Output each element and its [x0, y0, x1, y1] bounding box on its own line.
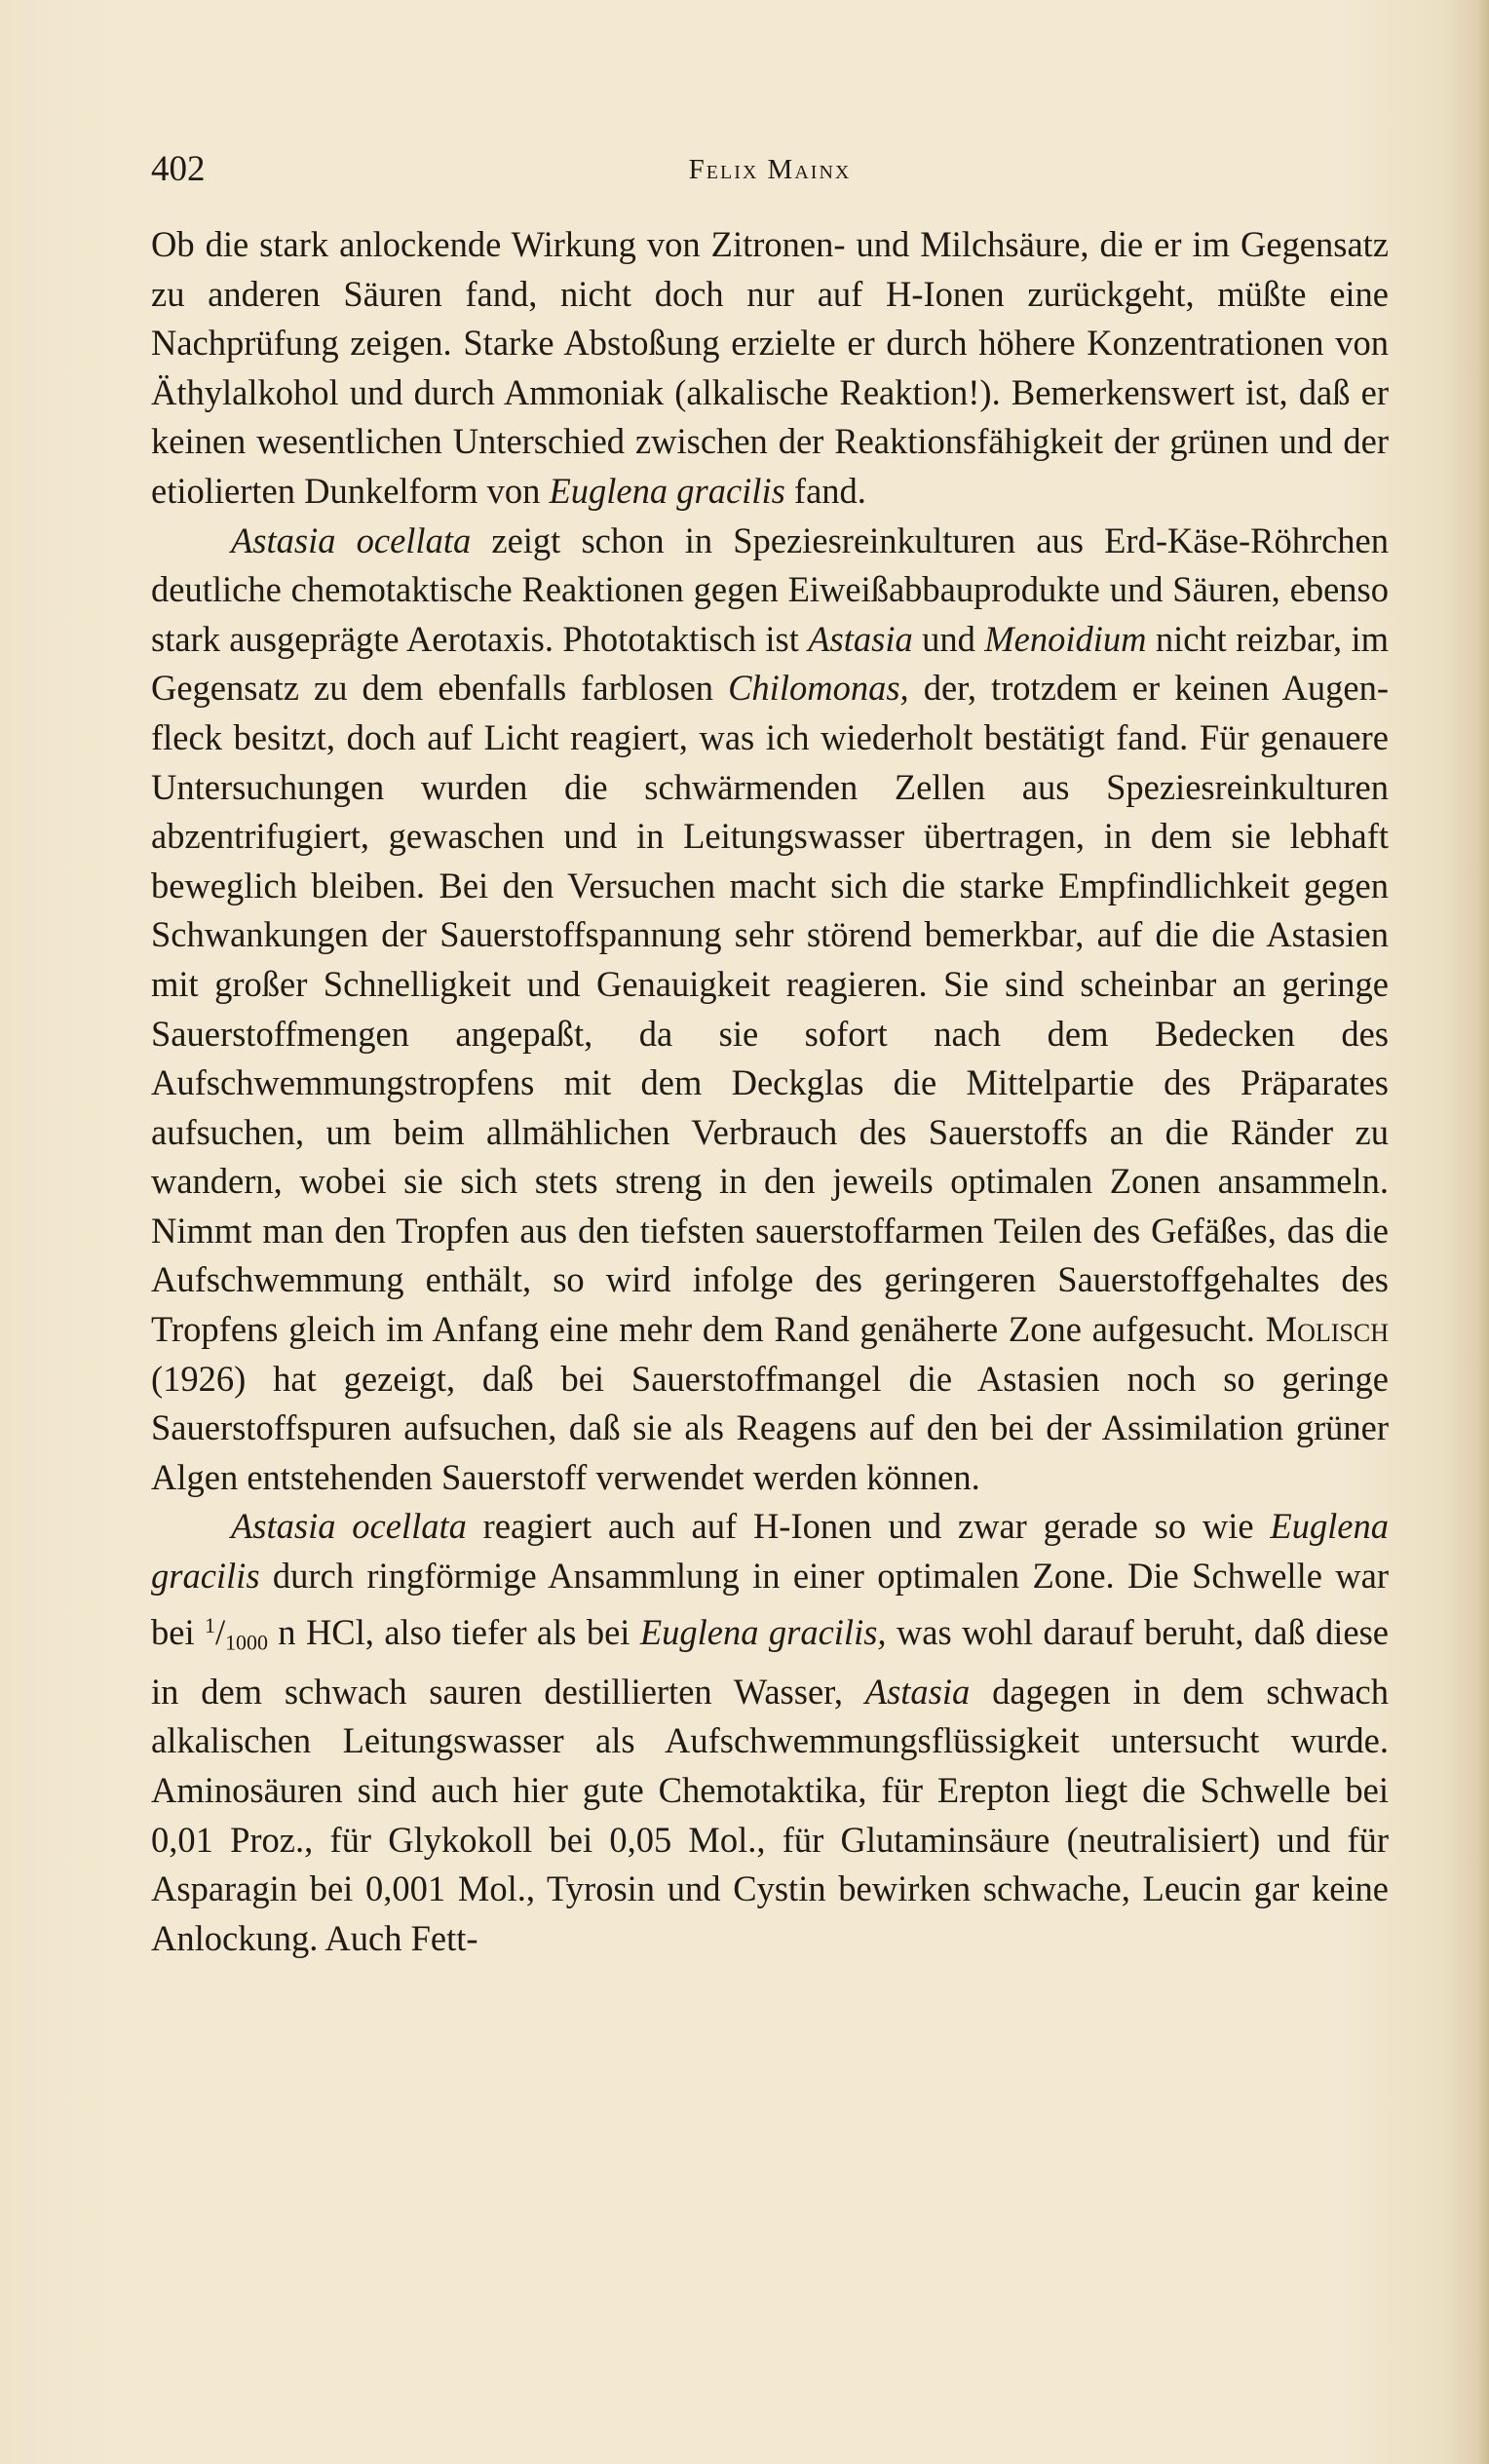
italic-taxon: Astasia [808, 618, 913, 659]
italic-taxon: Euglena gracilis, [639, 1611, 887, 1652]
paragraph [151, 220, 1389, 517]
text-run: und [912, 618, 985, 659]
text-run: n HCl, also tiefer als bei [267, 1611, 640, 1652]
author-citation: Molisch [1265, 1309, 1389, 1350]
text-run: zeigt schon in Speziesreinkulturen aus Erd-Käse-Röhrchen deutliche chemotaktische Reaktionen gegen Eiweißabbauprodukte und Säuren, ebenso stark ausgeprägte Aerotaxis. Phototaktisch ist [151, 520, 1390, 659]
text-run: was wohl darauf beruht, daß diese in dem schwach sauren destillierten Wasser, [151, 1611, 1389, 1712]
italic-taxon: Euglena gracilis [549, 470, 785, 511]
italic-taxon: Euglena gracilis [151, 1506, 1389, 1597]
italic-taxon: Astasia [864, 1671, 971, 1712]
italic-taxon: Astasia ocellata [231, 1506, 467, 1547]
text-run: durch ringförmige Ansammlung in einer optimalen Zone. Die Schwelle war bei [151, 1556, 1389, 1652]
page-number: 402 [151, 149, 206, 189]
text-run: dagegen in dem schwach alkalischen Leitungswasser als Aufschwemmungsflüssigkeit untersucht wurde. Aminosäuren sind auch hier gute Chemotaktika, für Erepton liegt die Schwelle bei 0,01 Proz., für Glykokoll bei 0,05 Mol., für Glutaminsäure (neutralisiert) und für Asparagin bei 0,001 Mol., Tyrosin und Cystin bewirken schwache, Leucin gar keine Anlockung. Auch Fett- [151, 1671, 1389, 1958]
page-edge-shadow [1475, 0, 1489, 2464]
running-head [151, 146, 1389, 193]
body-text [151, 220, 1389, 1963]
running-head-author: Felix Mainx [688, 154, 852, 185]
text-run: der, trotzdem er keinen Augenfleck besitzt, doch auf Licht reagiert, was ich wiederholt bestätigt fand. Für genauere Untersuchungen wurden die schwärmenden Zellen aus Speziesreinkulturen abzentrifugiert, gewaschen und in Leitungswasser übertragen, in dem sie lebhaft beweglich bleiben. Bei den Versuchen macht sich die starke Empfindlichkeit gegen Schwankungen der Sauerstoffspannung sehr störend bemerkbar, auf die die Astasien mit großer Schnelligkeit und Genauigkeit reagieren. Sie sind scheinbar an geringe Sauerstoffmengen angepaßt, da sie sofort nach dem Bedecken des Aufschwemmungstropfens mit dem Deckglas die Mittelpartie des Präparates aufsuchen, um beim allmählichen Verbrauch des Sauerstoffs an die Ränder zu wandern, wobei sie sich stets streng in den jeweils optimalen Zonen ansammeln. Nimmt man den Tropfen aus den tiefsten sauerstoffarmen Teilen des Gefäßes, das die Aufschwemmung enthält, so wird infolge des geringeren Sauerstoffgehaltes des Tropfens gleich im Anfang eine mehr dem Rand genäherte Zone aufgesucht. [151, 668, 1389, 1350]
italic-taxon: Astasia ocellata [231, 520, 472, 560]
paragraph [151, 1502, 1389, 1963]
fraction-numerator: 1 [205, 1612, 215, 1637]
paragraph [151, 517, 1389, 1503]
fraction-denominator: 1000 [225, 1630, 268, 1655]
text-run: Ob die stark anlockende Wirkung von Zitronen- und Milchsäure, die er im Gegensatz zu anderen Säuren fand, nicht doch nur auf H-Ionen zurückgeht, müßte eine Nachprüfung zeigen. Starke Abstoßung erzielte er durch höhere Konzentrationen von Äthylalkohol und durch Ammoniak (alkalische Reaktion!). Bemerkenswert ist, daß er keinen wesentlichen Unterschied zwischen der Reaktionsfähigkeit der grünen und der etiolierten Dunkelform von [151, 224, 1389, 511]
text-run: (1926) hat gezeigt, daß bei Sauerstoffmangel die Astasien noch so geringe Sauerstoffspuren aufsuchen, daß sie als Reagens auf den bei der Assimilation grüner Algen entstehenden Sauerstoff verwendet werden können. [151, 1358, 1389, 1497]
italic-taxon: Menoidium [984, 618, 1147, 659]
text-run: reagiert auch auf H-Ionen und zwar gerade so wie [466, 1506, 1271, 1547]
text-run: / [214, 1611, 226, 1652]
text-run: nicht reizbar, im Gegensatz zu dem ebenfalls farblosen [151, 618, 1390, 709]
italic-taxon: Chilomonas, [728, 668, 909, 709]
text-run: fand. [784, 470, 866, 511]
